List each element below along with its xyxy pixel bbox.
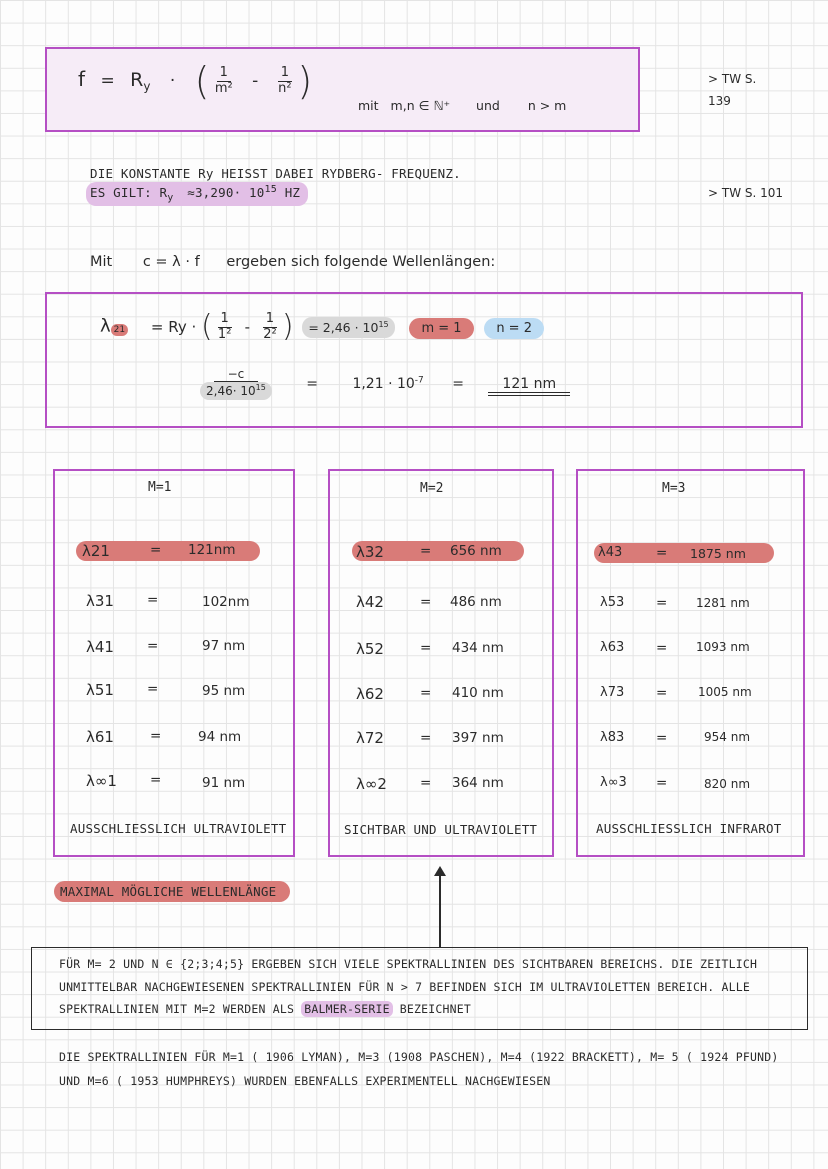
table-row-lambda: λ41 [86, 638, 114, 656]
paren-open: ( [194, 59, 210, 103]
table-row-eq: = [420, 685, 432, 701]
table-row-lambda: λ73 [600, 685, 625, 700]
table-row-eq: = [147, 681, 159, 697]
side-reference-1: > TW S. 139 [708, 72, 757, 108]
example-line-1: λ 21 = Ry · ( $\frac{1}{\text{1²}}$ - $\frac{1}{\text{2²}}$ ) = $2,46 \cdot 10^{15}$ m = 1 n = 2 [100, 312, 544, 342]
ry-sub: y [143, 79, 151, 94]
legend-max-wavelength: MAXIMAL MÖGLICHE WELLENLÄNGE [54, 881, 290, 902]
table-row-value: 102nm [202, 594, 250, 610]
table-row-eq: = [420, 775, 432, 791]
balmer-highlight: BALMER-SERIE [301, 1001, 392, 1017]
final-line-1: DIE SPEKTRALLINIEN FÜR M=1 ( 1906 LYMAN), M=3 (1908 PASCHEN), M=4 (1922 BRACKETT), M= 5 ( 1924 PFUND) [59, 1050, 779, 1064]
table-row-eq: = [656, 685, 668, 701]
column-box-m3 [576, 469, 805, 857]
note-line-1: FÜR M= 2 UND N ∈ {2;3;4;5} ERGEBEN SICH VIELE SPEKTRALLINIEN DES SICHTBAREN BEREICHS. DIE ZEITLICH [59, 957, 758, 971]
table-row-value: 397 nm [452, 730, 504, 746]
table-row-value: 954 nm [704, 730, 751, 744]
rydberg-formula [78, 59, 313, 103]
table-row-value: 91 nm [202, 775, 246, 791]
table-row-value: 97 nm [202, 638, 246, 654]
n-label: n = 2 [484, 318, 544, 339]
table-row-lambda: λ∞2 [356, 775, 387, 793]
table-row-value: 364 nm [452, 775, 504, 791]
final-result: 121 nm [488, 376, 570, 396]
column-footer-m1: AUSSCHLIESSLICH ULTRAVIOLETT [70, 821, 287, 836]
dot: · [169, 71, 176, 91]
table-row-value: 1005 nm [698, 685, 752, 699]
note-line-3: SPEKTRALLINIEN MIT M=2 WERDEN ALS BALMER-SERIE BEZEICHNET [59, 1002, 472, 1016]
column-box-m1 [53, 469, 295, 857]
m-label: m = 1 [409, 318, 473, 339]
table-row-eq: = [150, 542, 162, 558]
table-row-eq: = [420, 730, 432, 746]
table-row-lambda: λ72 [356, 729, 384, 747]
table-row-value: 486 nm [450, 594, 502, 610]
final-line-2: UND M=6 ( 1953 HUMPHREYS) WURDEN EBENFALLS EXPERIMENTELL NACHGEWIESEN [59, 1074, 551, 1088]
table-row-value: 121nm [188, 542, 236, 558]
paren-close: ) [297, 59, 313, 103]
table-row-eq: = [147, 638, 159, 654]
table-row-lambda: λ21 [82, 542, 110, 560]
column-box-m2 [328, 469, 554, 857]
table-row-lambda: λ51 [86, 681, 114, 699]
column-footer-m3: AUSSCHLIESSLICH INFRAROT [596, 821, 782, 836]
constant-line-1: DIE KONSTANTE Ry HEISST DABEI RYDBERG- FREQUENZ. [90, 166, 461, 181]
fraction-2: $\frac{1}{\text{n²}}$ [278, 65, 292, 96]
table-row-eq: = [147, 592, 159, 608]
table-row-lambda: λ42 [356, 593, 384, 611]
table-row-lambda: λ52 [356, 640, 384, 658]
intro-line: Mit c = λ · f ergeben sich folgende Wellenlängen: [90, 254, 496, 270]
table-row-lambda: λ83 [600, 730, 625, 745]
table-row-value: 1093 nm [696, 640, 750, 654]
table-row-lambda: λ63 [600, 640, 625, 655]
table-row-lambda: λ61 [86, 728, 114, 746]
table-row-eq: = [656, 545, 668, 561]
table-row-eq: = [150, 728, 162, 744]
table-row-lambda: λ∞1 [86, 772, 117, 790]
ry-symbol: R [130, 69, 144, 91]
table-row-lambda: λ31 [86, 592, 114, 610]
arrow-up-icon [434, 866, 446, 876]
example-result: = $2,46 \cdot 10^{15}$ [302, 317, 394, 338]
table-row-eq: = [420, 543, 432, 559]
f-symbol: f [78, 67, 86, 91]
column-title-m3: M=3 [662, 481, 686, 496]
minus: - [252, 71, 259, 91]
table-row-value: 656 nm [450, 543, 502, 559]
table-row-lambda: λ62 [356, 685, 384, 703]
table-row-eq: = [656, 775, 668, 791]
equals: = [100, 71, 115, 91]
note-line-2: UNMITTELBAR NACHGEWIESENEN SPEKTRALLINIEN FÜR N > 7 BEFINDEN SICH IM ULTRAVIOLETTEN BEREICH. ALLE [59, 980, 750, 994]
table-row-eq: = [420, 594, 432, 610]
table-row-value: 1875 nm [690, 546, 746, 561]
table-row-eq: = [656, 730, 668, 746]
table-row-lambda: λ53 [600, 595, 625, 610]
table-row-value: 410 nm [452, 685, 504, 701]
table-row-value: 1281 nm [696, 596, 750, 610]
table-row-value: 95 nm [202, 683, 246, 699]
constant-line-2: ES GILT: $R_y \approx 3,290\cdot 10^{15}$ HZ [86, 182, 308, 206]
column-title-m1: M=1 [148, 480, 172, 495]
table-row-lambda: λ43 [598, 545, 623, 560]
column-footer-m2: SICHTBAR UND ULTRAVIOLETT [344, 822, 538, 837]
table-row-value: 434 nm [452, 640, 504, 656]
table-row-eq: = [656, 640, 668, 656]
table-row-lambda: λ∞3 [600, 775, 627, 790]
table-row-lambda: λ32 [356, 543, 384, 561]
side-reference-2: > TW S. 101 [708, 186, 784, 200]
arrow-shaft [439, 874, 441, 948]
table-row-eq: = [420, 640, 432, 656]
formula-condition: mit m,n ∈ ℕ⁺ und n > m [358, 98, 567, 113]
example-line-2: $\frac{-c}{2,46\cdot 10^{15}}$ = $1,21 \cdot 10^{-7} = 121$ nm [200, 368, 570, 400]
table-row-eq: = [656, 595, 668, 611]
column-title-m2: M=2 [420, 481, 444, 496]
fraction-1: $\frac{1}{\text{m²}}$ [214, 65, 233, 96]
table-row-eq: = [150, 772, 162, 788]
table-row-value: 820 nm [704, 777, 751, 791]
table-row-value: 94 nm [198, 729, 242, 745]
